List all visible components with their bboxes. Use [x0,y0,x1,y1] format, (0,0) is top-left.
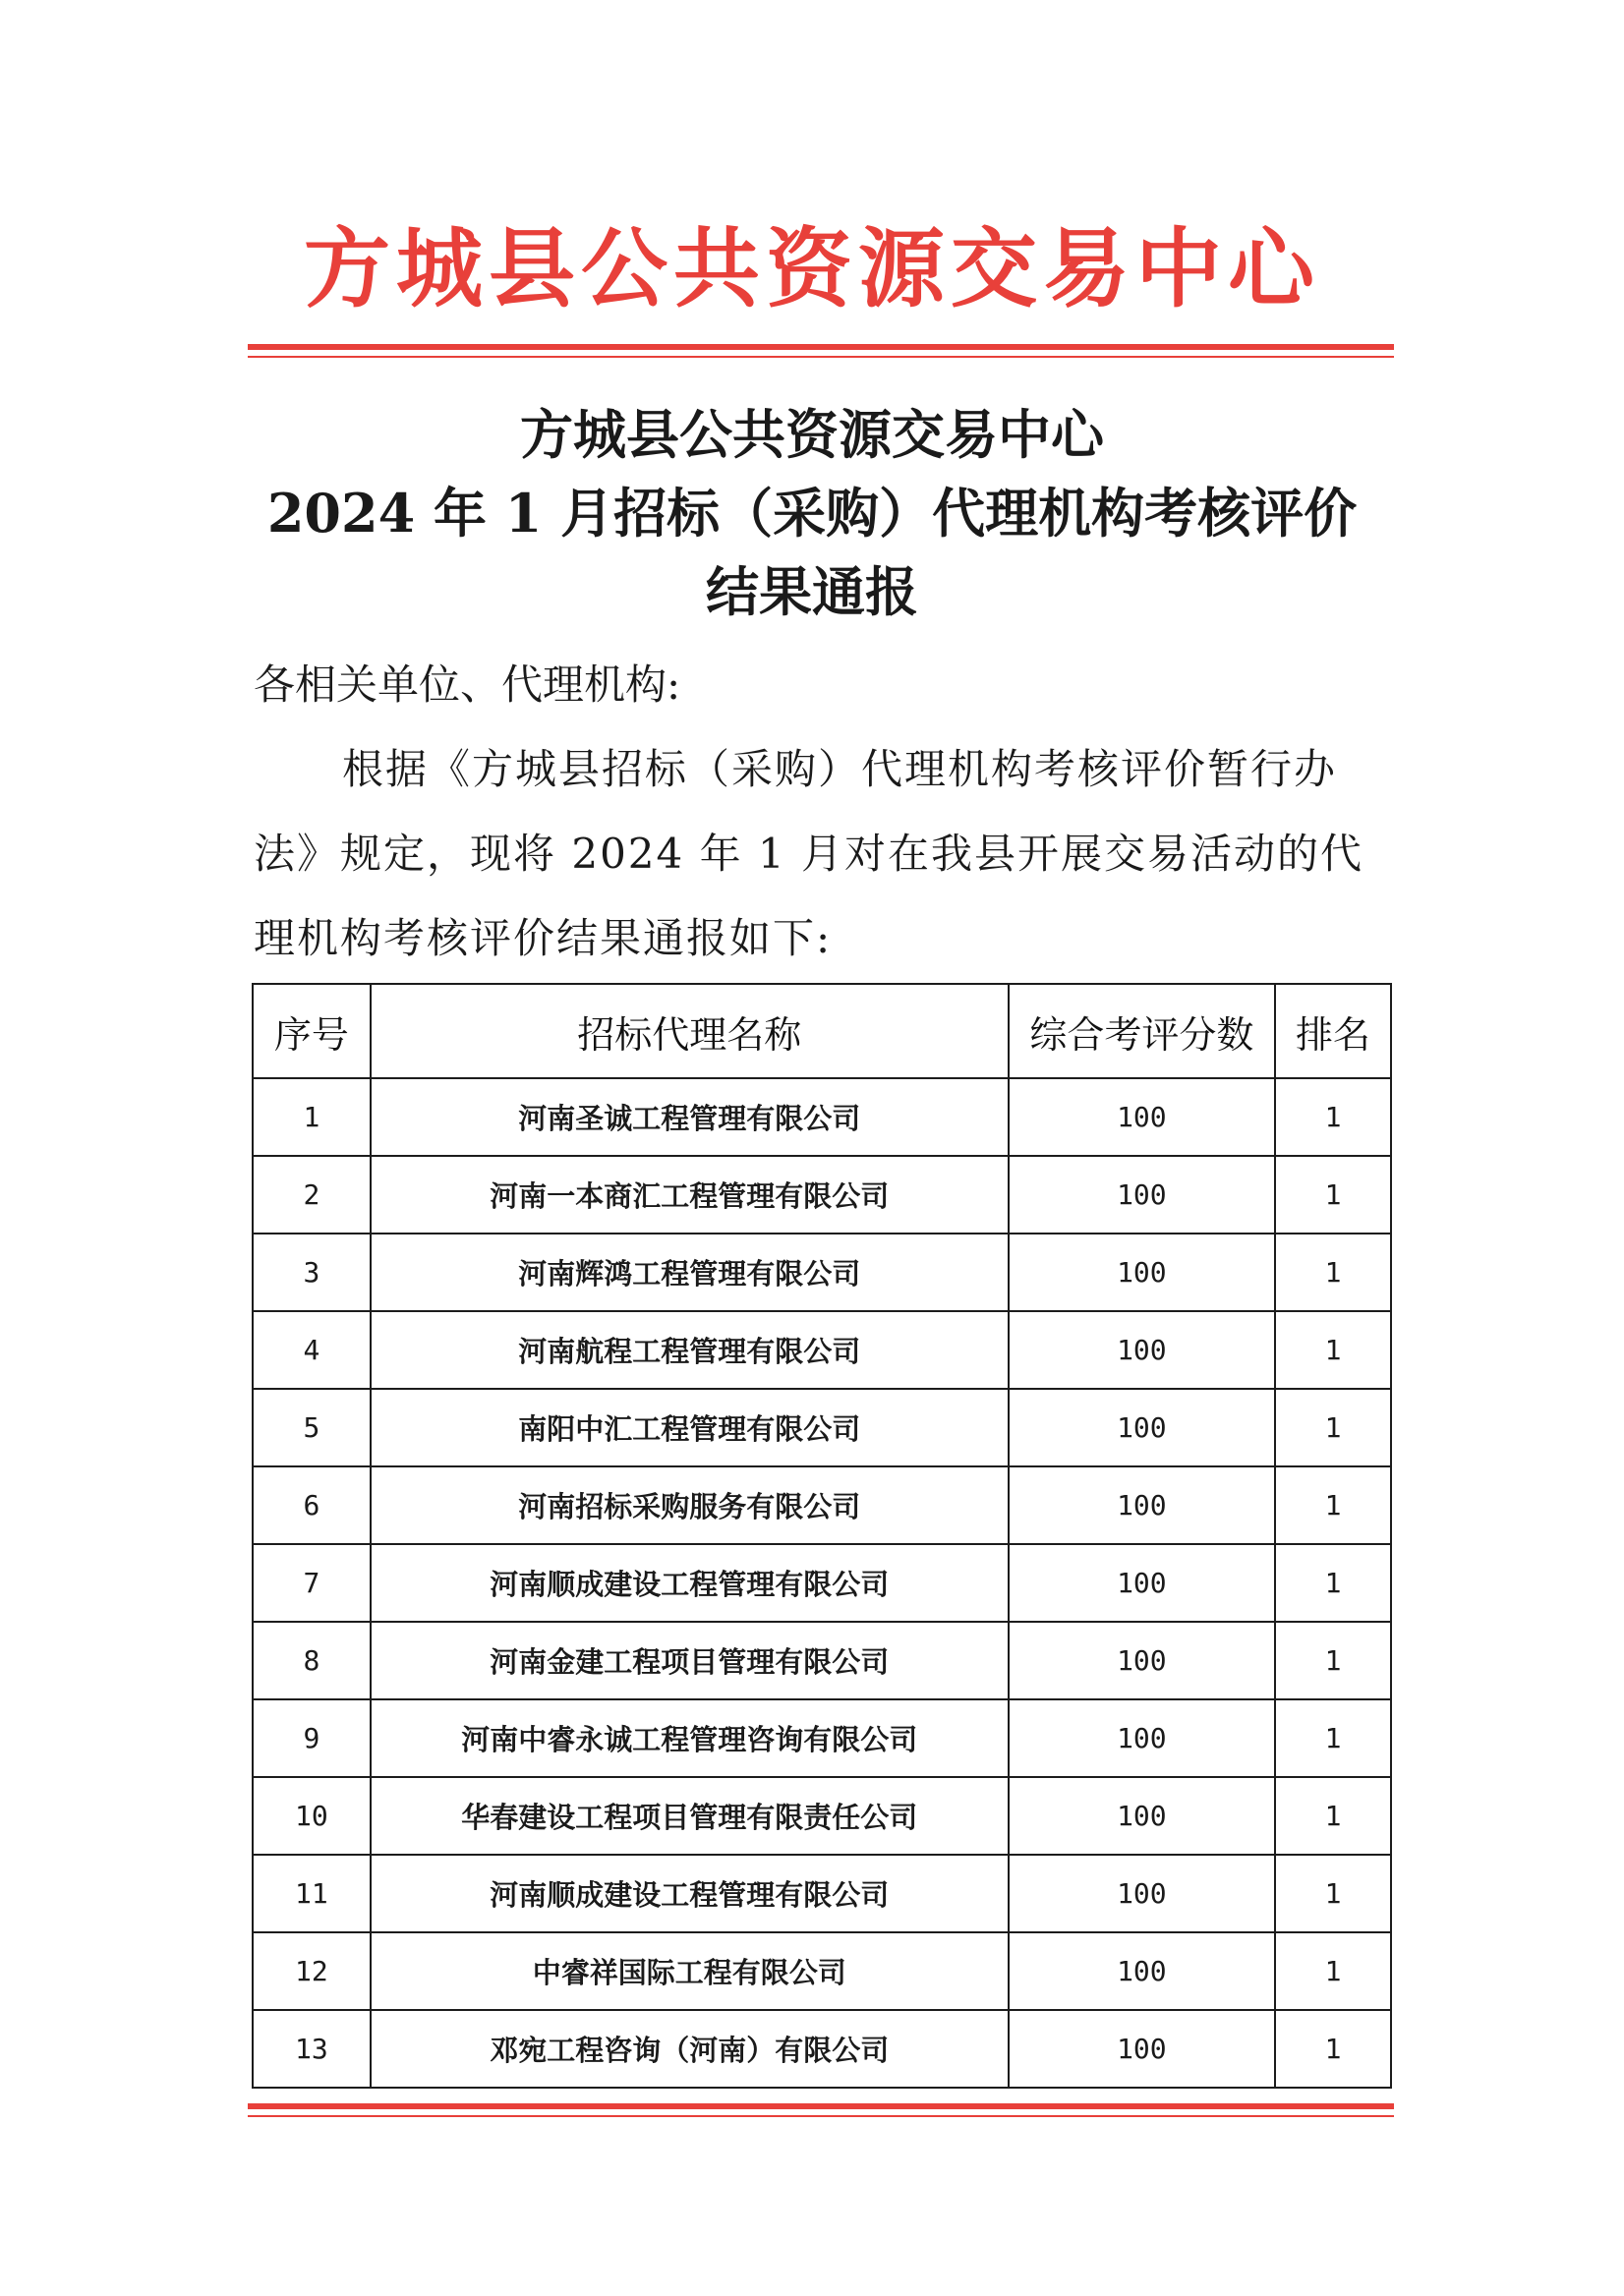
table-row [253,1311,1391,1389]
cell-index: 5 [253,1389,371,1466]
cell-agency-name: 河南圣诚工程管理有限公司 [371,1078,1009,1156]
cell-agency-name: 河南顺成建设工程管理有限公司 [371,1855,1009,1932]
cell-rank: 1 [1275,1699,1391,1777]
table-row [253,1156,1391,1234]
cell-agency-name: 河南中睿永诚工程管理咨询有限公司 [371,1699,1009,1777]
cell-score: 100 [1009,1932,1276,2010]
header-score: 综合考评分数 [1009,984,1276,1078]
cell-score: 100 [1009,1699,1276,1777]
header-index: 序号 [253,984,371,1078]
cell-rank: 1 [1275,1466,1391,1544]
cell-score: 100 [1009,1466,1276,1544]
cell-agency-name: 邓宛工程咨询（河南）有限公司 [371,2010,1009,2088]
title-line-2: 2024 年 1 月招标（采购）代理机构考核评价 [266,482,1358,545]
cell-score: 100 [1009,1622,1276,1699]
table-row [253,1544,1391,1622]
cell-rank: 1 [1275,1311,1391,1389]
table-header-row [253,984,1391,1078]
table-row [253,1622,1391,1699]
header-rank: 排名 [1275,984,1391,1078]
table-row [253,1932,1391,2010]
table-row [253,1466,1391,1544]
cell-index: 11 [253,1855,371,1932]
cell-index: 12 [253,1932,371,2010]
footer-rule-thin [248,2115,1394,2117]
cell-score: 100 [1009,1855,1276,1932]
table-row [253,1777,1391,1855]
cell-index: 7 [253,1544,371,1622]
salutation: 各相关单位、代理机构: [254,660,681,709]
cell-agency-name: 河南辉鸿工程管理有限公司 [371,1234,1009,1311]
cell-index: 1 [253,1078,371,1156]
table-body [253,1078,1391,2088]
letterhead-rule-thick [248,344,1394,350]
cell-index: 3 [253,1234,371,1311]
table-row [253,2010,1391,2088]
cell-rank: 1 [1275,1389,1391,1466]
header-agency-name: 招标代理名称 [371,984,1009,1078]
cell-rank: 1 [1275,1622,1391,1699]
cell-score: 100 [1009,1078,1276,1156]
table-row [253,1389,1391,1466]
results-table [252,983,1392,2089]
cell-rank: 1 [1275,1156,1391,1234]
cell-rank: 1 [1275,1544,1391,1622]
intro-paragraph-text: 根据《方城县招标（采购）代理机构考核评价暂行办法》规定，现将 2024 年 1 月对在我县开展交易活动的代理机构考核评价结果通报如下: [254,745,1364,962]
table-row [253,1078,1391,1156]
cell-index: 6 [253,1466,371,1544]
cell-rank: 1 [1275,1234,1391,1311]
cell-agency-name: 河南招标采购服务有限公司 [371,1466,1009,1544]
cell-rank: 1 [1275,2010,1391,2088]
cell-agency-name: 南阳中汇工程管理有限公司 [371,1389,1009,1466]
cell-index: 2 [253,1156,371,1234]
cell-score: 100 [1009,1234,1276,1311]
cell-rank: 1 [1275,1855,1391,1932]
cell-agency-name: 华春建设工程项目管理有限责任公司 [371,1777,1009,1855]
cell-agency-name: 河南金建工程项目管理有限公司 [371,1622,1009,1699]
cell-index: 9 [253,1699,371,1777]
letterhead-title: 方城县公共资源交易中心 [303,217,1320,319]
table-row [253,1699,1391,1777]
title-line-1: 方城县公共资源交易中心 [520,403,1104,466]
cell-rank: 1 [1275,1932,1391,2010]
letterhead-rule-thin [248,356,1394,358]
cell-agency-name: 河南一本商汇工程管理有限公司 [371,1156,1009,1234]
cell-index: 8 [253,1622,371,1699]
cell-rank: 1 [1275,1078,1391,1156]
cell-index: 13 [253,2010,371,2088]
table-row [253,1234,1391,1311]
table-row [253,1855,1391,1932]
cell-agency-name: 河南顺成建设工程管理有限公司 [371,1544,1009,1622]
intro-paragraph [254,727,1394,981]
footer-rule-thick [248,2103,1394,2109]
document-title [0,395,1624,631]
cell-score: 100 [1009,1389,1276,1466]
cell-score: 100 [1009,2010,1276,2088]
cell-score: 100 [1009,1777,1276,1855]
cell-rank: 1 [1275,1777,1391,1855]
title-line-3: 结果通报 [706,560,918,623]
cell-score: 100 [1009,1311,1276,1389]
cell-score: 100 [1009,1544,1276,1622]
cell-index: 10 [253,1777,371,1855]
cell-agency-name: 中睿祥国际工程有限公司 [371,1932,1009,2010]
cell-index: 4 [253,1311,371,1389]
cell-score: 100 [1009,1156,1276,1234]
cell-agency-name: 河南航程工程管理有限公司 [371,1311,1009,1389]
